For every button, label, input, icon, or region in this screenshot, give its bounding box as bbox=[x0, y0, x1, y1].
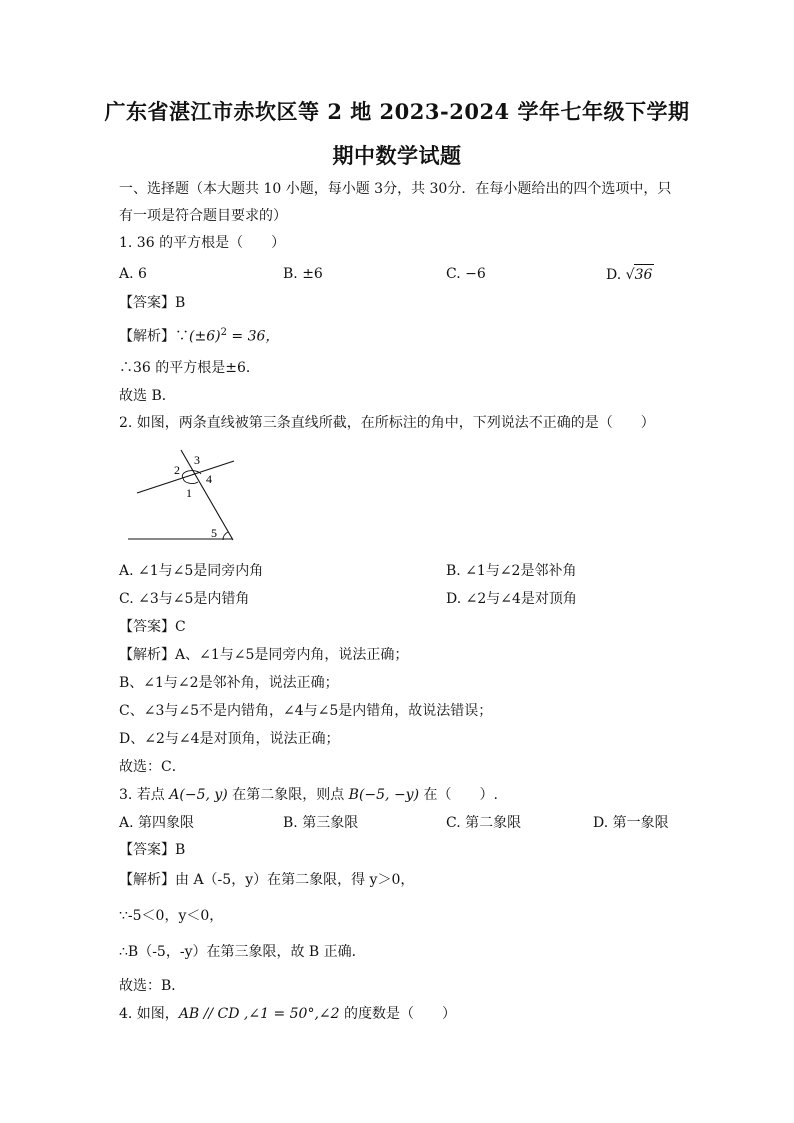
q2-explanation-3: C、∠3与∠5不是内错角，∠4与∠5是内错角，故说法错误； bbox=[119, 703, 493, 719]
q3-option-d: D. 第一象限 bbox=[593, 815, 669, 831]
section-heading-line-1: 一、选择题（本大题共 10 小题，每小题 3分，共 30分．在每小题给出的四个选项中，只 bbox=[119, 181, 672, 197]
q1-option-d bbox=[606, 264, 654, 285]
q3-option-c: C. 第二象限 bbox=[446, 815, 522, 831]
q3-option-a: A. 第四象限 bbox=[119, 815, 195, 831]
fig-label-1: 1 bbox=[186, 486, 192, 500]
q2-option-b: B. ∠1与∠2是邻补角 bbox=[446, 563, 577, 579]
q2-option-c: C. ∠3与∠5是内错角 bbox=[119, 591, 250, 607]
q2-explanation-5: 故选：C． bbox=[119, 759, 186, 775]
q4-stem-b: 的度数是（ ） bbox=[339, 1006, 457, 1022]
fig-label-4: 4 bbox=[206, 472, 212, 486]
q1-explanation-1 bbox=[119, 323, 279, 347]
q2-option-a: A. ∠1与∠5是同旁内角 bbox=[119, 563, 264, 579]
q4-stem-math: AB // CD ,∠1 = 50°,∠2 bbox=[178, 1006, 340, 1022]
q1-exp-label: 【解析】∵ bbox=[119, 328, 189, 345]
q1-option-c: C. −6 bbox=[446, 266, 486, 282]
q3-explanation-2: ∵-5＜0，y＜0， bbox=[119, 908, 224, 924]
title-line-2: 期中数学试题 bbox=[332, 143, 462, 168]
fig-label-2: 2 bbox=[174, 463, 180, 477]
q3-option-b: B. 第三象限 bbox=[283, 815, 359, 831]
q3-stem-point-b: B(−5, −y) bbox=[348, 787, 420, 803]
q3-explanation-1: 【解析】由 A（-5，y）在第二象限，得 y＞0， bbox=[119, 872, 415, 888]
q2-option-d: D. ∠2与∠4是对顶角 bbox=[446, 591, 577, 607]
title-line-1: 广东省湛江市赤坎区等 2 地 2023-2024 学年七年级下学期 bbox=[104, 99, 690, 124]
q3-stem-b: 在第二象限，则点 bbox=[227, 787, 349, 803]
q1-stem: 1. 36 的平方根是（ ） bbox=[119, 235, 286, 251]
q3-answer: 【答案】B bbox=[119, 842, 186, 858]
fig-label-5: 5 bbox=[211, 526, 217, 540]
q2-figure bbox=[120, 448, 240, 546]
q1-option-b: B. ±6 bbox=[283, 266, 323, 282]
q2-answer: 【答案】C bbox=[119, 619, 186, 635]
q3-stem-c: 在（ ）. bbox=[419, 787, 498, 803]
q1-exp-rest: = 36， bbox=[226, 328, 280, 345]
q4-stem bbox=[119, 1004, 456, 1024]
fig-label-3: 3 bbox=[194, 453, 200, 467]
q1-explanation-2: ∴36 的平方根是±6． bbox=[119, 360, 260, 376]
q3-stem-a: 3. 若点 bbox=[119, 787, 170, 803]
q2-stem: 2. 如图，两条直线被第三条直线所截，在所标注的角中，下列说法不正确的是（ ） bbox=[119, 415, 655, 431]
q1-exp-math: (±6) bbox=[189, 328, 221, 345]
q2-explanation-2: B、∠1与∠2是邻补角，说法正确； bbox=[119, 675, 339, 691]
fig-angle-arc-bottom bbox=[183, 478, 198, 484]
section-heading-line-2: 有一项是符合题目要求的） bbox=[119, 208, 287, 224]
q1-answer: 【答案】B bbox=[119, 295, 186, 311]
q1-option-a: A. 6 bbox=[119, 266, 147, 282]
q3-explanation-3: ∴B（-5，-y）在第三象限，故 B 正确． bbox=[119, 944, 366, 960]
q3-explanation-4: 故选：B． bbox=[119, 978, 186, 994]
sqrt-icon: √ bbox=[625, 267, 635, 283]
q1-explanation-3: 故选 B． bbox=[119, 388, 176, 404]
q3-stem bbox=[119, 785, 498, 805]
q1-option-d-label: D. bbox=[606, 267, 626, 283]
q1-option-d-radicand: 36 bbox=[634, 264, 655, 285]
q4-stem-a: 4. 如图， bbox=[119, 1006, 179, 1022]
q3-stem-point-a: A(−5, y) bbox=[169, 787, 228, 803]
q2-explanation-4: D、∠2与∠4是对顶角，说法正确； bbox=[119, 731, 340, 747]
q2-explanation-1: 【解析】A、∠1与∠5是同旁内角，说法正确； bbox=[119, 647, 409, 663]
q1-exp-sup: 2 bbox=[220, 327, 227, 338]
